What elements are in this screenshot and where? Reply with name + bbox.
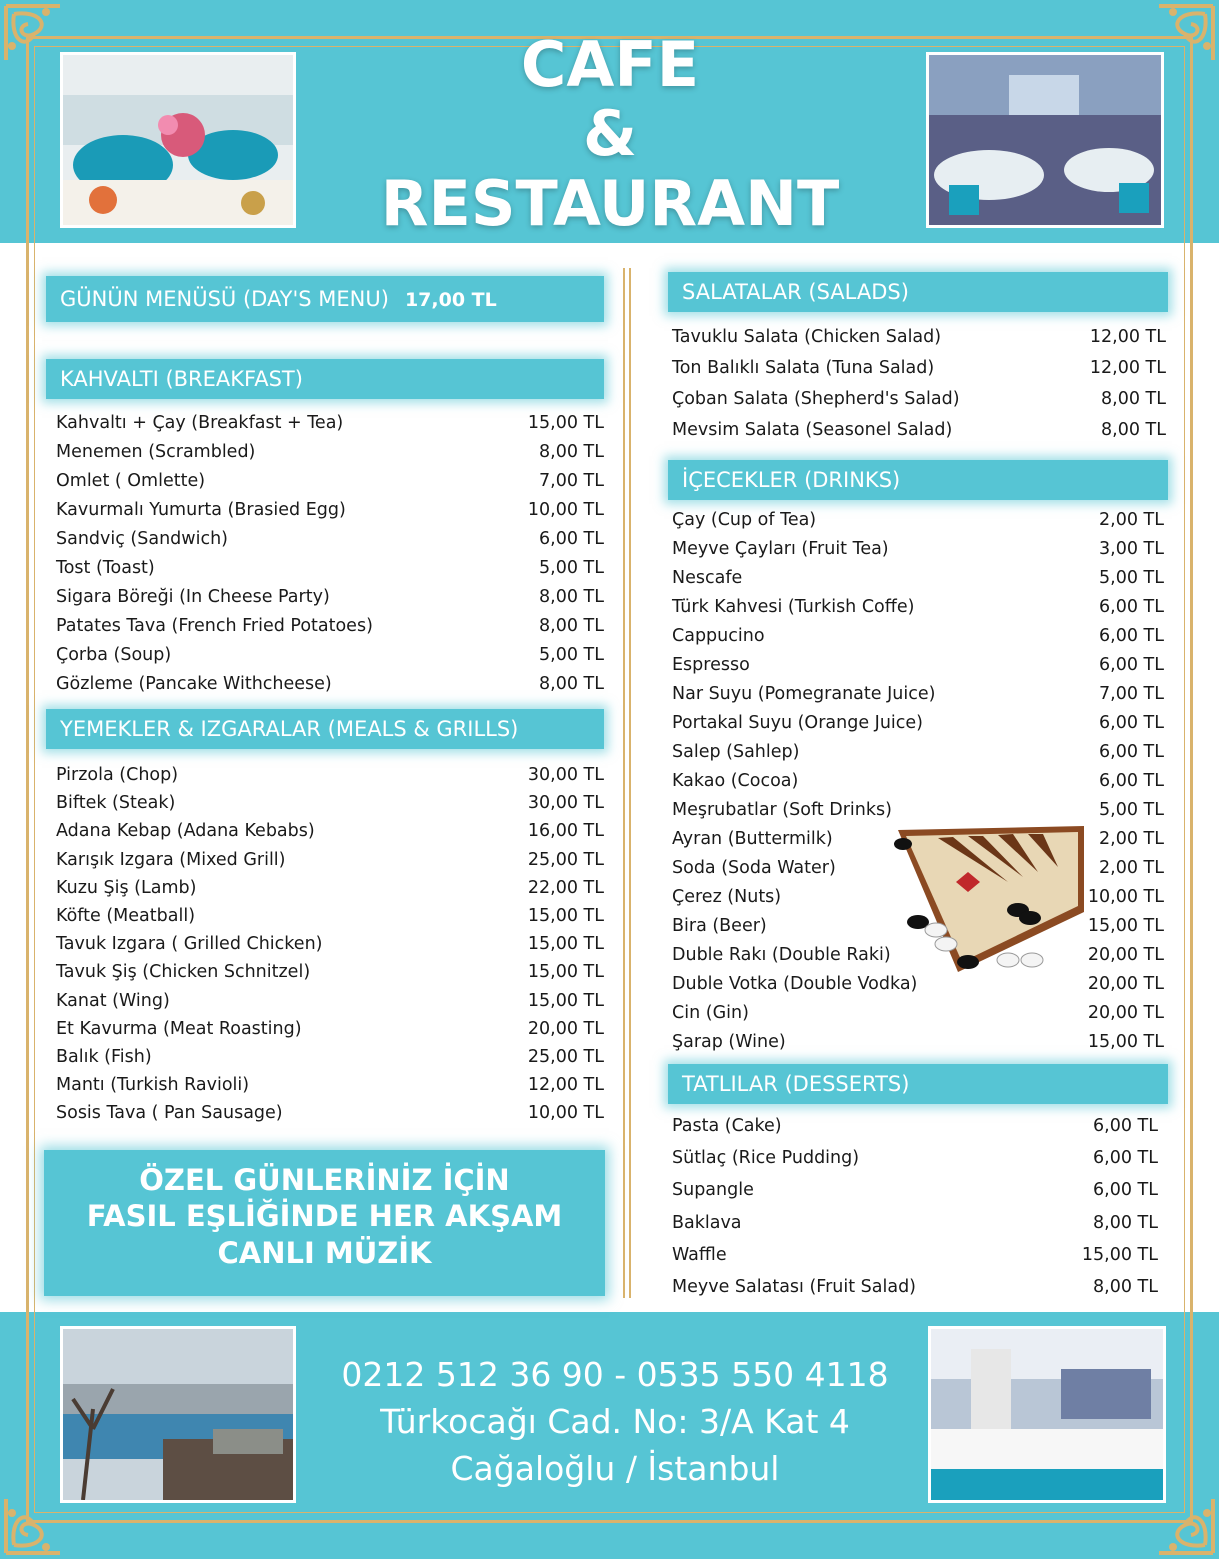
menu-item-price: 20,00 TL — [1087, 1003, 1164, 1023]
menu-item-price: 25,00 TL — [527, 849, 604, 870]
menu-item-name: Pirzola (Chop) — [56, 765, 179, 785]
menu-item-name: Çay (Cup of Tea) — [672, 510, 817, 530]
menu-item-name: Biftek (Steak) — [56, 793, 176, 814]
promo-line-2: FASIL EŞLİĞİNDE HER AKŞAM — [86, 1199, 563, 1234]
city-view-photo — [60, 1326, 296, 1503]
menu-item — [56, 930, 604, 958]
salads-list — [672, 322, 1166, 446]
menu-item-name: Waffle — [672, 1244, 727, 1265]
promo-box — [44, 1150, 605, 1296]
meals-list — [56, 761, 604, 1128]
contact-info — [300, 1352, 930, 1493]
menu-item-name: Pasta (Cake) — [672, 1116, 782, 1136]
menu-item-name: Kuzu Şiş (Lamb) — [56, 877, 197, 898]
menu-item — [56, 467, 604, 496]
menu-item-price: 30,00 TL — [527, 765, 604, 785]
menu-item-price: 8,00 TL — [1093, 1277, 1158, 1298]
menu-item — [672, 506, 1164, 535]
menu-item — [672, 593, 1164, 622]
menu-item — [672, 1239, 1158, 1271]
menu-item-name: Meyve Çayları (Fruit Tea) — [672, 539, 889, 559]
menu-item-price: 6,00 TL — [539, 529, 604, 549]
menu-item-name: Baklava — [672, 1212, 742, 1233]
menu-item — [56, 438, 604, 467]
menu-item — [672, 535, 1164, 564]
menu-item-name: Tavuk Şiş (Chicken Schnitzel) — [56, 962, 311, 983]
section-header-meals: YEMEKLER & IZGARALAR (MEALS & GRILLS) — [46, 709, 604, 749]
menu-item-price: 10,00 TL — [527, 500, 604, 520]
menu-item — [56, 958, 604, 986]
menu-item-price: 15,00 TL — [1087, 916, 1164, 936]
menu-item-name: Tost (Toast) — [56, 558, 155, 578]
menu-item-price: 5,00 TL — [1099, 800, 1164, 820]
menu-item-name: Köfte (Meatball) — [56, 906, 196, 927]
menu-item-name: Türk Kahvesi (Turkish Coffe) — [672, 597, 915, 617]
menu-item-name: Karışık Izgara (Mixed Grill) — [56, 849, 286, 870]
backgammon-board-icon — [858, 822, 1086, 978]
menu-item-price: 15,00 TL — [527, 906, 604, 927]
menu-item-name: Mevsim Salata (Seasonel Salad) — [672, 420, 953, 440]
menu-item-price: 20,00 TL — [1087, 945, 1164, 965]
menu-item — [56, 496, 604, 525]
menu-item-price: 16,00 TL — [527, 821, 604, 842]
menu-item — [56, 1043, 604, 1071]
menu-item-price: 15,00 TL — [527, 990, 604, 1011]
menu-item-price: 20,00 TL — [527, 1018, 604, 1039]
menu-item-price: 10,00 TL — [1087, 887, 1164, 907]
menu-item — [56, 761, 604, 789]
menu-item-price: 6,00 TL — [1099, 713, 1164, 733]
menu-item-price: 6,00 TL — [1099, 626, 1164, 646]
menu-item-name: Nescafe — [672, 568, 743, 588]
menu-item-price: 6,00 TL — [1099, 597, 1164, 617]
menu-item-price: 15,00 TL — [527, 413, 604, 433]
menu-item-price: 12,00 TL — [1089, 358, 1166, 378]
menu-item-price: 15,00 TL — [1087, 1032, 1164, 1052]
days-menu-bar — [46, 276, 604, 322]
menu-item-name: Kakao (Cocoa) — [672, 771, 799, 791]
menu-item-name: Espresso — [672, 655, 750, 675]
menu-item — [56, 1015, 604, 1043]
menu-item-name: Meyve Salatası (Fruit Salad) — [672, 1277, 917, 1298]
menu-item — [672, 796, 1164, 825]
menu-item-price: 15,00 TL — [527, 934, 604, 955]
menu-item — [56, 1071, 604, 1099]
menu-item — [56, 1099, 604, 1127]
menu-item — [672, 767, 1164, 796]
section-header-desserts: TATLILAR (DESSERTS) — [668, 1064, 1168, 1104]
menu-item-name: Ton Balıklı Salata (Tuna Salad) — [672, 358, 935, 378]
promo-line-1: ÖZEL GÜNLERİNİZ İÇİN — [139, 1163, 510, 1197]
menu-item — [672, 564, 1164, 593]
menu-item-price: 8,00 TL — [539, 442, 604, 462]
menu-item-name: Bira (Beer) — [672, 916, 767, 936]
menu-item — [672, 353, 1166, 384]
menu-item-price: 8,00 TL — [1101, 389, 1166, 409]
menu-item-name: Sütlaç (Rice Pudding) — [672, 1148, 860, 1169]
menu-item-name: Tavuk Izgara ( Grilled Chicken) — [56, 934, 323, 955]
menu-item-name: Kavurmalı Yumurta (Brasied Egg) — [56, 500, 346, 520]
menu-item-name: Cappucino — [672, 626, 765, 646]
menu-item-name: Gözleme (Pancake Withcheese) — [56, 674, 332, 694]
breakfast-list — [56, 409, 604, 699]
menu-item — [56, 670, 604, 699]
menu-item — [56, 525, 604, 554]
days-menu-label: GÜNÜN MENÜSÜ (DAY'S MENU) — [60, 287, 389, 311]
menu-item-name: Patates Tava (French Fried Potatoes) — [56, 616, 373, 636]
menu-item-name: Mantı (Turkish Ravioli) — [56, 1075, 250, 1096]
menu-item — [672, 1271, 1158, 1303]
menu-item — [672, 622, 1164, 651]
menu-item — [672, 1142, 1158, 1174]
menu-item-price: 22,00 TL — [527, 877, 604, 898]
column-divider — [623, 268, 631, 1298]
menu-item — [672, 738, 1164, 767]
menu-item — [56, 641, 604, 670]
menu-item — [672, 1207, 1158, 1239]
menu-item-name: Çoban Salata (Shepherd's Salad) — [672, 389, 960, 409]
menu-item — [672, 1110, 1158, 1142]
menu-item-price: 5,00 TL — [1099, 568, 1164, 588]
menu-item-price: 15,00 TL — [1081, 1244, 1158, 1265]
menu-item-price: 12,00 TL — [1089, 327, 1166, 347]
menu-item-name: Menemen (Scrambled) — [56, 442, 256, 462]
menu-item — [672, 999, 1164, 1028]
menu-item-name: Supangle — [672, 1180, 754, 1201]
menu-item — [672, 415, 1166, 446]
section-header-drinks: İÇECEKLER (DRINKS) — [668, 460, 1168, 500]
menu-item-name: Tavuklu Salata (Chicken Salad) — [672, 327, 942, 347]
title-line-restaurant: RESTAURANT — [380, 166, 840, 240]
menu-item-price: 2,00 TL — [1099, 510, 1164, 530]
title-line-ampersand: & — [582, 97, 638, 171]
menu-item-price: 20,00 TL — [1087, 974, 1164, 994]
menu-item-price: 5,00 TL — [539, 558, 604, 578]
desserts-list — [672, 1110, 1158, 1303]
menu-item-price: 6,00 TL — [1093, 1116, 1158, 1136]
menu-item — [56, 409, 604, 438]
menu-item — [56, 554, 604, 583]
menu-item-price: 8,00 TL — [539, 674, 604, 694]
menu-item-name: Soda (Soda Water) — [672, 858, 836, 878]
menu-item-name: Portakal Suyu (Orange Juice) — [672, 713, 923, 733]
menu-item — [56, 789, 604, 817]
menu-item-price: 8,00 TL — [539, 587, 604, 607]
page-title — [330, 30, 890, 238]
menu-item-price: 8,00 TL — [1093, 1212, 1158, 1233]
menu-item-price: 7,00 TL — [1099, 684, 1164, 704]
menu-item-price: 30,00 TL — [527, 793, 604, 814]
menu-item-price: 8,00 TL — [539, 616, 604, 636]
menu-item — [672, 709, 1164, 738]
menu-item-name: Duble Rakı (Double Raki) — [672, 945, 891, 965]
menu-item — [56, 874, 604, 902]
contact-phones: 0212 512 36 90 - 0535 550 4118 — [341, 1355, 889, 1394]
restaurant-photo-breakfast — [60, 52, 296, 228]
menu-item — [56, 583, 604, 612]
menu-item-name: Duble Votka (Double Vodka) — [672, 974, 918, 994]
menu-item-name: Omlet ( Omlette) — [56, 471, 206, 491]
menu-item — [672, 651, 1164, 680]
menu-item-price: 3,00 TL — [1099, 539, 1164, 559]
menu-item-name: Cin (Gin) — [672, 1003, 749, 1023]
menu-item — [672, 1174, 1158, 1206]
menu-item-price: 6,00 TL — [1093, 1148, 1158, 1169]
menu-item — [672, 680, 1164, 709]
menu-item — [672, 322, 1166, 353]
menu-item-name: Balık (Fish) — [56, 1047, 152, 1068]
restaurant-photo-tables — [928, 1326, 1166, 1503]
menu-item-price: 8,00 TL — [1101, 420, 1166, 440]
menu-item-price: 2,00 TL — [1099, 829, 1164, 849]
promo-line-3: CANLI MÜZİK — [217, 1235, 432, 1270]
menu-item-name: Kahvaltı + Çay (Breakfast + Tea) — [56, 413, 344, 433]
menu-item-price: 6,00 TL — [1099, 655, 1164, 675]
menu-item-name: Ayran (Buttermilk) — [672, 829, 833, 849]
section-header-breakfast: KAHVALTI (BREAKFAST) — [46, 359, 604, 399]
menu-item — [672, 1028, 1164, 1057]
menu-item-price: 25,00 TL — [527, 1047, 604, 1068]
menu-item-price: 2,00 TL — [1099, 858, 1164, 878]
contact-address-line-2: Cağaloğlu / İstanbul — [450, 1448, 780, 1488]
menu-item — [56, 902, 604, 930]
days-menu-price: 17,00 TL — [404, 289, 497, 311]
menu-item-name: Sosis Tava ( Pan Sausage) — [56, 1103, 283, 1124]
menu-item-name: Şarap (Wine) — [672, 1032, 786, 1052]
menu-item-name: Nar Suyu (Pomegranate Juice) — [672, 684, 936, 704]
menu-item-name: Meşrubatlar (Soft Drinks) — [672, 800, 892, 820]
menu-item-name: Adana Kebap (Adana Kebabs) — [56, 821, 315, 842]
menu-item — [56, 817, 604, 845]
menu-item-price: 7,00 TL — [539, 471, 604, 491]
menu-item-name: Çorba (Soup) — [56, 645, 172, 665]
menu-item-price: 6,00 TL — [1093, 1180, 1158, 1201]
menu-item-name: Sandviç (Sandwich) — [56, 529, 229, 549]
menu-item-price: 5,00 TL — [539, 645, 604, 665]
menu-item — [672, 384, 1166, 415]
menu-item-price: 6,00 TL — [1099, 742, 1164, 762]
menu-item-name: Et Kavurma (Meat Roasting) — [56, 1018, 302, 1039]
menu-item-name: Çerez (Nuts) — [672, 887, 782, 907]
menu-item-name: Sigara Böreği (In Cheese Party) — [56, 587, 330, 607]
menu-item-price: 6,00 TL — [1099, 771, 1164, 791]
title-line-cafe: CAFE — [520, 28, 700, 101]
menu-item — [56, 987, 604, 1015]
restaurant-photo-hall — [926, 52, 1164, 228]
menu-item-price: 15,00 TL — [527, 962, 604, 983]
menu-item-name: Salep (Sahlep) — [672, 742, 800, 762]
menu-item-price: 12,00 TL — [527, 1075, 604, 1096]
menu-item-name: Kanat (Wing) — [56, 990, 170, 1011]
menu-item — [56, 846, 604, 874]
menu-item-price: 10,00 TL — [527, 1103, 604, 1124]
section-header-salads: SALATALAR (SALADS) — [668, 272, 1168, 312]
menu-item — [56, 612, 604, 641]
contact-address-line-1: Türkocağı Cad. No: 3/A Kat 4 — [380, 1401, 850, 1441]
